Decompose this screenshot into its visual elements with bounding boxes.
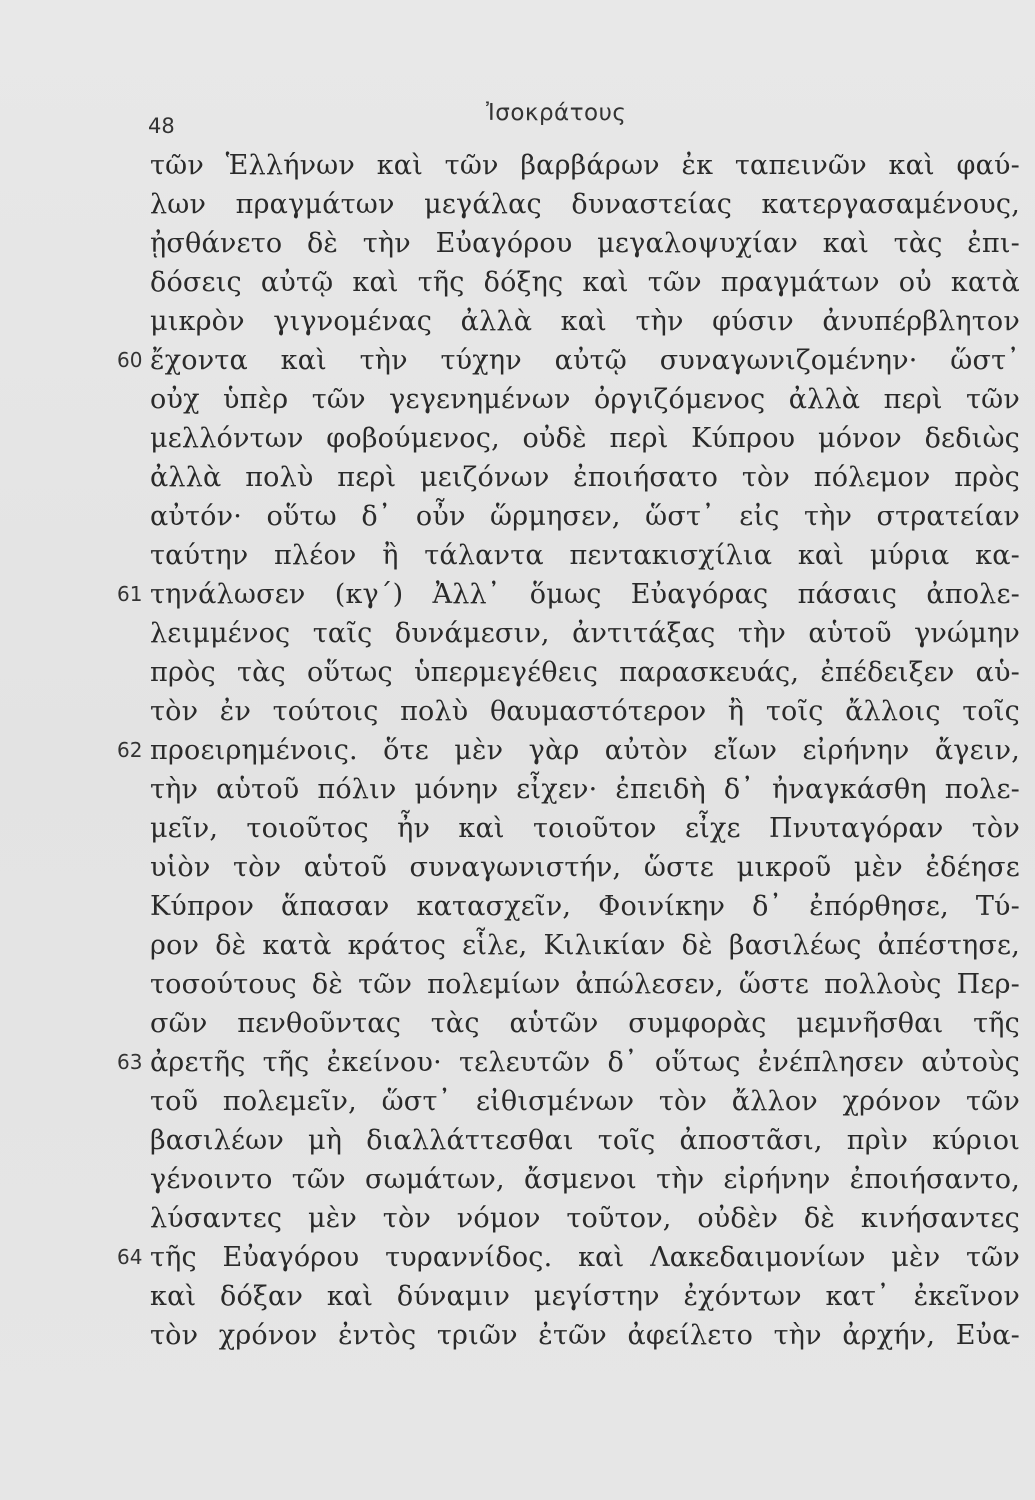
line-text: ἔχοντα καὶ τὴν τύχην αὐτῷ συναγωνιζομένην· ὥστ᾽ bbox=[150, 345, 1020, 376]
line-text: λων πραγμάτων μεγάλας δυναστείας κατεργασαμένους, bbox=[150, 189, 1020, 220]
line-text: λειμμένος ταῖς δυνάμεσιν, ἀντιτάξας τὴν αὑτοῦ γνώμην bbox=[150, 618, 1020, 649]
text-line bbox=[0, 536, 1035, 575]
line-text: μεῖν, τοιοῦτος ἦν καὶ τοιοῦτον εἶχε Πνυταγόραν τὸν bbox=[150, 813, 1020, 844]
text-line bbox=[0, 1004, 1035, 1043]
body-text bbox=[0, 146, 1035, 1355]
text-line bbox=[0, 653, 1035, 692]
section-number: 60 bbox=[117, 348, 143, 372]
text-line bbox=[0, 185, 1035, 224]
line-text: δόσεις αὐτῷ καὶ τῆς δόξης καὶ τῶν πραγμάτων οὐ κατὰ bbox=[150, 267, 1020, 298]
section-number: 62 bbox=[117, 738, 143, 762]
line-text: λύσαντες μὲν τὸν νόμον τοῦτον, οὐδὲν δὲ κινήσαντες bbox=[150, 1203, 1020, 1234]
text-line bbox=[0, 614, 1035, 653]
line-text: οὐχ ὑπὲρ τῶν γεγενημένων ὀργιζόμενος ἀλλὰ περὶ τῶν bbox=[150, 384, 1020, 415]
text-line bbox=[0, 1082, 1035, 1121]
text-line bbox=[0, 1199, 1035, 1238]
text-line bbox=[0, 809, 1035, 848]
line-text: ἀρετῆς τῆς ἐκείνου· τελευτῶν δ᾽ οὕτως ἐνέπλησεν αὐτοὺς bbox=[150, 1047, 1020, 1078]
line-text: τηνάλωσεν (κγ´) Ἀλλ᾽ ὅμως Εὐαγόρας πάσαις ἀπολε- bbox=[150, 579, 1020, 610]
text-line bbox=[0, 458, 1035, 497]
section-number: 63 bbox=[117, 1050, 143, 1074]
text-line bbox=[0, 263, 1035, 302]
line-text: υἱὸν τὸν αὑτοῦ συναγωνιστήν, ὥστε μικροῦ μὲν ἐδέησε bbox=[150, 852, 1020, 883]
line-text: τὴν αὑτοῦ πόλιν μόνην εἶχεν· ἐπειδὴ δ᾽ ἠναγκάσθη πολε- bbox=[150, 774, 1020, 805]
text-line bbox=[0, 575, 1035, 614]
section-number: 64 bbox=[117, 1245, 143, 1269]
text-line bbox=[0, 1238, 1035, 1277]
line-text: τὸν ἐν τούτοις πολὺ θαυμαστότερον ἢ τοῖς ἄλλοις τοῖς bbox=[150, 696, 1020, 727]
text-line bbox=[0, 887, 1035, 926]
text-line bbox=[0, 692, 1035, 731]
text-line bbox=[0, 1316, 1035, 1355]
section-number: 61 bbox=[117, 582, 143, 606]
line-text: ᾐσθάνετο δὲ τὴν Εὐαγόρου μεγαλοψυχίαν καὶ τὰς ἐπι- bbox=[150, 228, 1020, 259]
line-text: αὐτόν· οὕτω δ᾽ οὖν ὥρμησεν, ὥστ᾽ εἰς τὴν στρατείαν bbox=[150, 501, 1020, 532]
line-text: ἀλλὰ πολὺ περὶ μειζόνων ἐποιήσατο τὸν πόλεμον πρὸς bbox=[150, 462, 1020, 493]
line-text: βασιλέων μὴ διαλλάττεσθαι τοῖς ἀποστᾶσι, πρὶν κύριοι bbox=[150, 1125, 1020, 1156]
line-text: μελλόντων φοβούμενος, οὐδὲ περὶ Κύπρου μόνον δεδιὼς bbox=[150, 423, 1020, 454]
page-number: 48 bbox=[148, 114, 175, 138]
line-text: τοῦ πολεμεῖν, ὥστ᾽ εἰθισμένων τὸν ἄλλον χρόνον τῶν bbox=[150, 1086, 1020, 1117]
line-text: τὸν χρόνον ἐντὸς τριῶν ἐτῶν ἀφείλετο τὴν ἀρχήν, Εὐα- bbox=[150, 1320, 1020, 1351]
text-line bbox=[0, 770, 1035, 809]
line-text: σῶν πενθοῦντας τὰς αὑτῶν συμφορὰς μεμνῆσθαι τῆς bbox=[150, 1008, 1020, 1039]
line-text: μικρὸν γιγνομένας ἀλλὰ καὶ τὴν φύσιν ἀνυπέρβλητον bbox=[150, 306, 1020, 337]
text-line bbox=[0, 848, 1035, 887]
line-text: τοσούτους δὲ τῶν πολεμίων ἀπώλεσεν, ὥστε πολλοὺς Περ- bbox=[150, 969, 1020, 1000]
line-text: γένοιντο τῶν σωμάτων, ἄσμενοι τὴν εἰρήνην ἐποιήσαντο, bbox=[150, 1164, 1020, 1195]
text-line bbox=[0, 926, 1035, 965]
line-text: καὶ δόξαν καὶ δύναμιν μεγίστην ἐχόντων κατ᾽ ἐκεῖνον bbox=[150, 1281, 1020, 1312]
line-text: ρον δὲ κατὰ κράτος εἷλε, Κιλικίαν δὲ βασιλέως ἀπέστησε, bbox=[150, 930, 1020, 961]
text-line bbox=[0, 1043, 1035, 1082]
text-line bbox=[0, 1160, 1035, 1199]
text-line bbox=[0, 731, 1035, 770]
text-line bbox=[0, 380, 1035, 419]
line-text: Κύπρον ἅπασαν κατασχεῖν, Φοινίκην δ᾽ ἐπόρθησε, Τύ- bbox=[150, 891, 1020, 922]
text-line bbox=[0, 1121, 1035, 1160]
text-line bbox=[0, 965, 1035, 1004]
text-line bbox=[0, 224, 1035, 263]
line-text: τῶν Ἑλλήνων καὶ τῶν βαρβάρων ἐκ ταπεινῶν καὶ φαύ- bbox=[150, 150, 1020, 181]
line-text: τῆς Εὐαγόρου τυραννίδος. καὶ Λακεδαιμονίων μὲν τῶν bbox=[150, 1242, 1020, 1273]
text-line bbox=[0, 302, 1035, 341]
text-line bbox=[0, 146, 1035, 185]
running-head: Ἰσοκράτους bbox=[486, 100, 627, 126]
line-text: ταύτην πλέον ἢ τάλαντα πεντακισχίλια καὶ μύρια κα- bbox=[150, 540, 1020, 571]
text-line bbox=[0, 341, 1035, 380]
text-line bbox=[0, 419, 1035, 458]
line-text: προειρημένοις. ὅτε μὲν γὰρ αὐτὸν εἴων εἰρήνην ἄγειν, bbox=[150, 735, 1020, 766]
text-line bbox=[0, 1277, 1035, 1316]
line-text: πρὸς τὰς οὕτως ὑπερμεγέθεις παρασκευάς, ἐπέδειξεν αὑ- bbox=[150, 657, 1020, 688]
text-line bbox=[0, 497, 1035, 536]
